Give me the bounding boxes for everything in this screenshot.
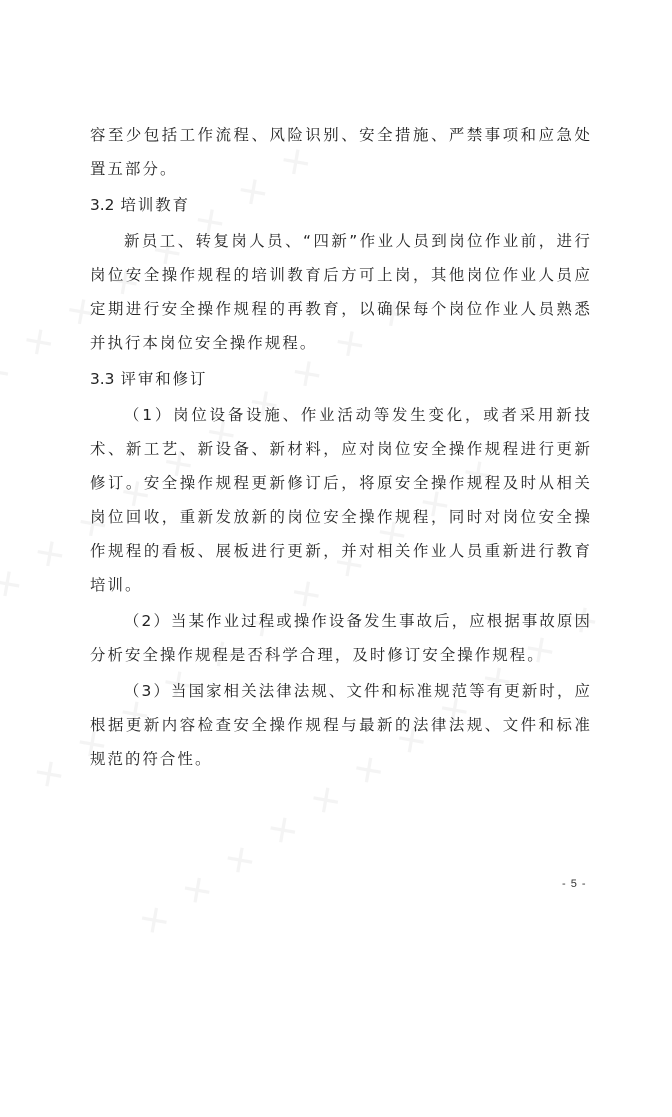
section-heading-3-2	[90, 188, 592, 222]
document-body	[90, 118, 592, 776]
section-title: 评审和修订	[120, 370, 208, 388]
continuation-paragraph: 容至少包括工作流程、风险识别、安全措施、严禁事项和应急处置五部分。	[90, 126, 592, 178]
section-number: 3.3	[90, 370, 115, 388]
review-item-1: （1）岗位设备设施、作业活动等发生变化，或者采用新技术、新工艺、新设备、新材料，应对岗位安全操作规程进行更新修订。安全操作规程更新修订后，将原安全操作规程及时从相关岗位回收，重新发放新的岗位安全操作规程，同时对岗位安全操作规程的看板、展板进行更新，并对相关作业人员重新进行教育培训。	[90, 406, 592, 594]
review-item-2: （2）当某作业过程或操作设备发生事故后，应根据事故原因分析安全操作规程是否科学合理，及时修订安全操作规程。	[90, 612, 592, 664]
section-number: 3.2	[90, 196, 115, 214]
page-number: - 5 -	[562, 878, 587, 890]
section-heading-3-3	[90, 362, 592, 396]
review-item-3: （3）当国家相关法律法规、文件和标准规范等有更新时，应根据更新内容检查安全操作规程与最新的法律法规、文件和标准规范的符合性。	[90, 682, 592, 768]
section-title: 培训教育	[120, 196, 191, 214]
training-paragraph: 新员工、转复岗人员、“四新”作业人员到岗位作业前，进行岗位安全操作规程的培训教育后方可上岗，其他岗位作业人员应定期进行安全操作规程的再教育，以确保每个岗位作业人员熟悉并执行本岗位安全操作规程。	[90, 232, 592, 352]
